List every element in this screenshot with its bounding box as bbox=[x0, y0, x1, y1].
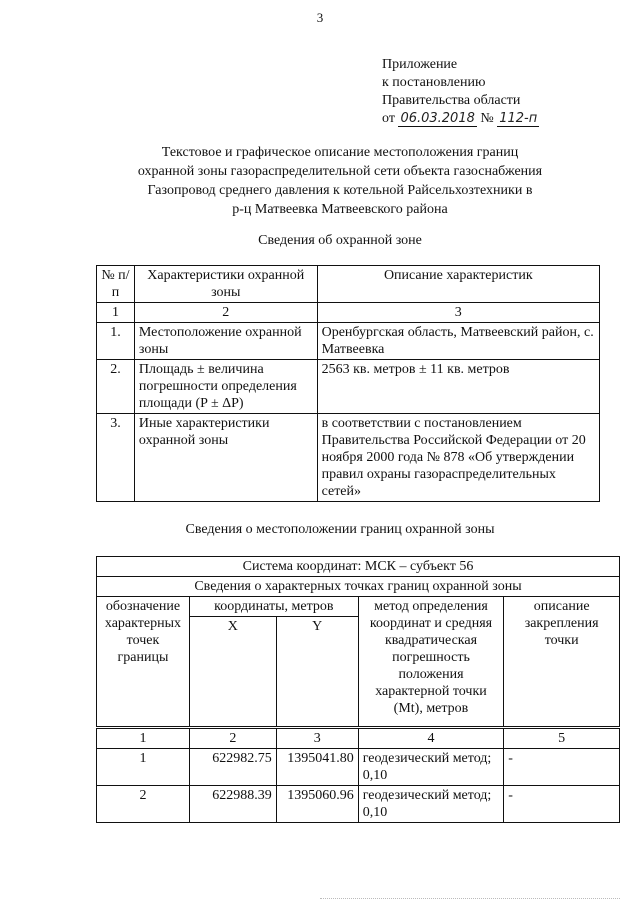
point-x: 622988.39 bbox=[189, 786, 276, 823]
row-characteristic: Площадь ± величина погрешности определения площади (P ± ΔP) bbox=[134, 360, 317, 414]
row-number: 3. bbox=[97, 414, 135, 502]
from-label: от bbox=[382, 111, 395, 126]
point-fix: - bbox=[504, 786, 620, 823]
header-coords: координаты, метров bbox=[189, 597, 358, 617]
point-y: 1395041.80 bbox=[276, 749, 358, 786]
point-y: 1395060.96 bbox=[276, 786, 358, 823]
point-method: геодезический метод; 0,10 bbox=[358, 749, 504, 786]
decree-date: 06.03.2018 bbox=[400, 111, 475, 126]
appendix-block bbox=[382, 56, 539, 128]
index-cell: 2 bbox=[134, 303, 317, 323]
index-cell: 3 bbox=[276, 728, 358, 749]
points-subtitle: Сведения о характерных точках границ охранной зоны bbox=[97, 577, 620, 597]
index-cell: 1 bbox=[97, 728, 190, 749]
table-row bbox=[97, 414, 600, 502]
index-cell: 5 bbox=[504, 728, 620, 749]
point-fix: - bbox=[504, 749, 620, 786]
number-label: № bbox=[480, 111, 494, 126]
row-description: в соответствии с постановлением Правительства Российской Федерации от 20 ноября 2000 года № 878 «Об утверждении правил охраны газораспределительных сетей» bbox=[317, 414, 599, 502]
point-x: 622982.75 bbox=[189, 749, 276, 786]
header-number: № п/п bbox=[97, 266, 135, 303]
header-point: обозначение характерных точек границы bbox=[97, 597, 190, 728]
row-description: 2563 кв. метров ± 11 кв. метров bbox=[317, 360, 599, 414]
zone-info-table bbox=[96, 265, 600, 502]
title-line-1: Текстовое и графическое описание местоположения границ bbox=[161, 145, 519, 160]
zone-info-heading: Сведения об охранной зоне bbox=[258, 233, 422, 248]
point-method: геодезический метод; 0,10 bbox=[358, 786, 504, 823]
boundary-info-heading: Сведения о местоположении границ охранной зоны bbox=[185, 522, 495, 537]
coordinate-system: Система координат: МСК – субъект 56 bbox=[97, 557, 620, 577]
appendix-date-line bbox=[382, 110, 539, 128]
table-row bbox=[97, 360, 600, 414]
index-cell: 1 bbox=[97, 303, 135, 323]
title-line-2: охранной зоны газораспределительной сети объекта газоснабжения bbox=[137, 164, 543, 179]
table-row bbox=[97, 323, 600, 360]
title-line-3: Газопровод среднего давления к котельной Райсельхозтехники в bbox=[147, 183, 533, 198]
row-description: Оренбургская область, Матвеевский район, с. Матвеевка bbox=[317, 323, 599, 360]
header-fix: описание закрепления точки bbox=[504, 597, 620, 728]
boundary-table bbox=[96, 556, 620, 823]
header-y: Y bbox=[276, 617, 358, 728]
header-characteristic: Характеристики охранной зоны bbox=[134, 266, 317, 303]
index-cell: 4 bbox=[358, 728, 504, 749]
page-number: 3 bbox=[316, 10, 324, 25]
header-method: метод определения координат и средняя квадратическая погрешность положения характерной точки (Mt), метров bbox=[358, 597, 504, 728]
appendix-line-1: Приложение bbox=[382, 57, 458, 72]
decree-number: 112-п bbox=[499, 111, 538, 126]
appendix-line-2: к постановлению bbox=[382, 75, 486, 90]
appendix-line-3: Правительства области bbox=[382, 93, 521, 108]
row-number: 2. bbox=[97, 360, 135, 414]
row-characteristic: Иные характеристики охранной зоны bbox=[134, 414, 317, 502]
title-line-4: р-ц Матвеевка Матвеевского района bbox=[232, 202, 448, 217]
point-id: 1 bbox=[97, 749, 190, 786]
table-row bbox=[97, 786, 620, 823]
row-characteristic: Местоположение охранной зоны bbox=[134, 323, 317, 360]
point-id: 2 bbox=[97, 786, 190, 823]
index-cell: 2 bbox=[189, 728, 276, 749]
header-x: X bbox=[189, 617, 276, 728]
header-description: Описание характеристик bbox=[317, 266, 599, 303]
table-row bbox=[97, 749, 620, 786]
row-number: 1. bbox=[97, 323, 135, 360]
index-cell: 3 bbox=[317, 303, 599, 323]
document-title bbox=[60, 143, 620, 219]
scan-artifact bbox=[320, 898, 620, 903]
